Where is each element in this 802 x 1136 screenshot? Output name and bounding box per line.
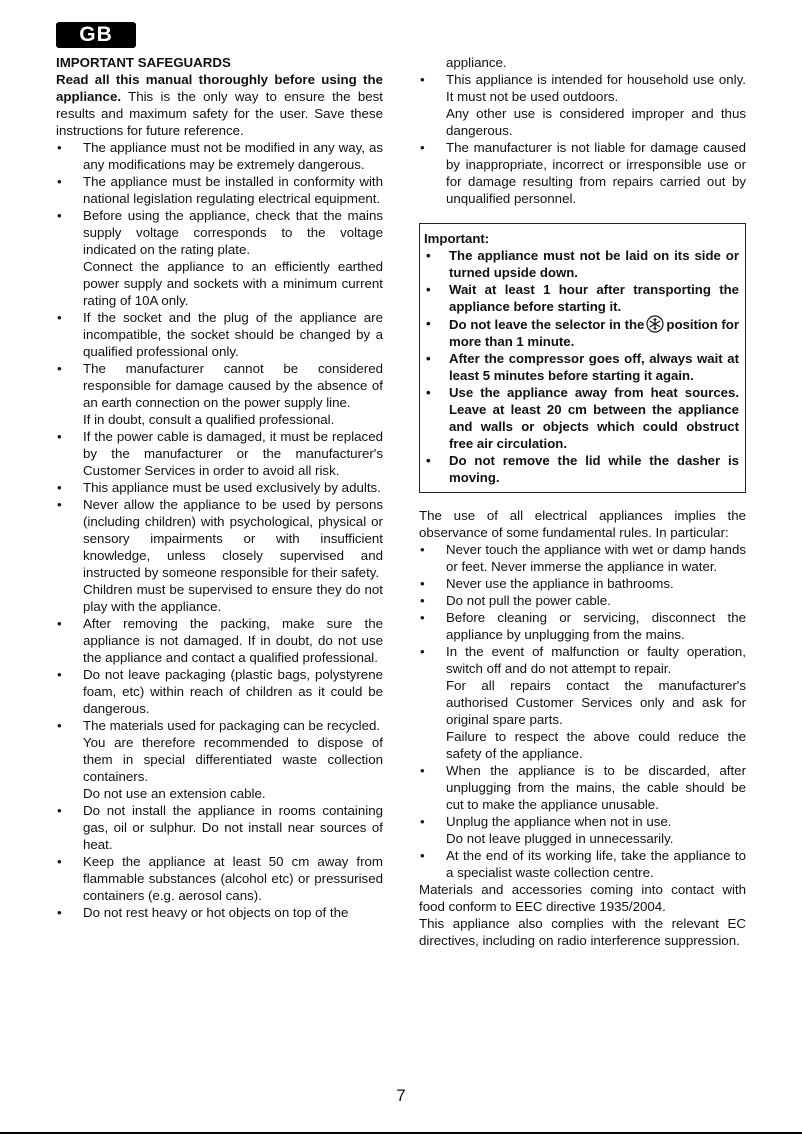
important-item: • Wait at least 1 hour after transporting the appliance before starting it. [424,281,739,315]
rule-item [419,643,746,762]
safeguard-item [56,615,383,666]
usage-item-text: Any other use is considered improper and thus dangerous. [446,106,746,138]
safeguard-item-text: • Keep the appliance at least 50 cm away from flammable substances (alcohol etc) or pressurised containers (e.g. aerosol cans). [83,854,383,903]
important-item: • The appliance must not be laid on its side or turned upside down. [424,247,739,281]
important-item: • After the compressor goes off, always wait at least 5 minutes before starting it again. [424,350,739,384]
rule-item [419,541,746,575]
rule-item-text: • Unplug the appliance when not in use. [446,814,672,829]
selector-text-before: Do not leave the selector in the [449,317,645,332]
safeguard-item [56,428,383,479]
rule-item-text: • In the event of malfunction or faulty operation, switch off and do not attempt to repair. [446,644,746,676]
rule-item-text: Failure to respect the above could reduce the safety of the appliance. [446,729,746,761]
safeguard-item [56,360,383,428]
safeguard-item [56,904,383,921]
safeguard-item [56,173,383,207]
closing-text-2: This appliance also complies with the relevant EC directives, including on radio interference suppression. [419,916,746,948]
safeguard-item [56,496,383,615]
safeguard-item-text: You are therefore recommended to dispose of them in special differentiated waste collection containers. [83,735,383,784]
usage-item [419,139,746,207]
safeguard-list [56,139,383,921]
safeguard-item-text: • This appliance must be used exclusively by adults. [83,480,381,495]
rule-item [419,592,746,609]
right-column [419,54,746,949]
safeguard-item-text: • After removing the packing, make sure the appliance is not damaged. If in doubt, do not use the appliance and contact a qualified professional. [83,616,383,665]
safeguard-item-text: • The materials used for packaging can be recycled. [83,718,381,733]
rules-list [419,541,746,881]
continuation-text: appliance. [446,55,507,70]
section-title: IMPORTANT SAFEGUARDS [56,55,231,70]
safeguard-item [56,853,383,904]
safeguard-item-text: • Do not install the appliance in rooms containing gas, oil or sulphur. Do not install near sources of heat. [83,803,383,852]
safeguard-item-text: • If the power cable is damaged, it must be replaced by the manufacturer or the manufacturer's Customer Services in order to avoid all risk. [83,429,383,478]
safeguard-item-text: • Never allow the appliance to be used by persons (including children) with psychological, physical or sensory impairments or with insufficient knowledge, unless closely supervised and instructed by someone responsible for their safety. [83,497,383,580]
rule-item [419,609,746,643]
rule-item-text: • When the appliance is to be discarded, after unplugging from the mains, the cable should be cut to make the appliance unusable. [446,763,746,812]
bottom-rule [0,1132,802,1134]
safeguard-item [56,802,383,853]
safeguard-item-text: Connect the appliance to an efficiently earthed power supply and sockets with a minimum current rating of 10A only. [83,259,383,308]
rule-item [419,575,746,592]
rule-item-text: • Never touch the appliance with wet or damp hands or feet. Never immerse the appliance in water. [446,542,746,574]
usage-item [419,71,746,139]
rule-item-text: • At the end of its working life, take the appliance to a specialist waste collection centre. [446,848,746,880]
important-item: • Use the appliance away from heat sources. Leave at least 20 cm between the appliance and walls or objects which could obstruct free air circulation. [424,384,739,452]
safeguard-item-text: Children must be supervised to ensure they do not play with the appliance. [83,582,383,614]
important-title: Important: [424,231,490,246]
safeguard-item-text: • The manufacturer cannot be considered responsible for damage caused by the absence of an earth connection on the power supply line. [83,361,383,410]
important-list [424,247,739,486]
safeguard-item-text: • Do not rest heavy or hot objects on top of the [83,905,349,920]
important-item: • Do not remove the lid while the dasher is moving. [424,452,739,486]
safeguard-item [56,309,383,360]
important-box [419,223,746,493]
usage-list [419,71,746,207]
safeguard-item-text: • If the socket and the plug of the appliance are incompatible, the socket should be changed by a qualified professional only. [83,310,383,359]
safeguard-item-text: If in doubt, consult a qualified professional. [83,412,335,427]
rule-item-text: • Never use the appliance in bathrooms. [446,576,674,591]
safeguard-item [56,717,383,802]
intro-rest: This is the only way to ensure the best results and maximum safety for the user. Save these instructions for future reference. [56,89,383,138]
safeguard-item-text: • The appliance must not be modified in any way, as any modifications may be extremely dangerous. [83,140,383,172]
rules-intro: The use of all electrical appliances implies the observance of some fundamental rules. In particular: [419,508,746,540]
left-column [56,54,383,921]
rule-item-text: For all repairs contact the manufacturer's authorised Customer Services only and ask for original spare parts. [446,678,746,727]
safeguard-item [56,666,383,717]
safeguard-item [56,479,383,496]
usage-item-text: • This appliance is intended for household use only. It must not be used outdoors. [446,72,746,104]
safeguard-item [56,207,383,309]
rule-item [419,813,746,847]
rule-item-text: • Do not pull the power cable. [446,593,611,608]
rule-item-text: Do not leave plugged in unnecessarily. [446,831,674,846]
intro-bold: Read all this manual thoroughly before using the appliance. [56,72,383,104]
safeguard-item-text: • The appliance must be installed in conformity with national legislation regulating electrical equipment. [83,174,383,206]
intro-paragraph [56,71,383,139]
page-number: 7 [396,1086,406,1105]
usage-item-text: • The manufacturer is not liable for damage caused by inappropriate, incorrect or irresponsible use or for damage resulting from repairs carried out by unqualified personnel. [446,140,746,206]
closing-text-1: Materials and accessories coming into contact with food conform to EEC directive 1935/2004. [419,882,746,914]
selector-text-after: position for more than 1 minute. [449,317,739,349]
safeguard-item-text: Do not use an extension cable. [83,786,266,801]
language-tab: GB [56,22,136,48]
rule-item [419,762,746,813]
safeguard-item-text: • Do not leave packaging (plastic bags, polystyrene foam, etc) within reach of children as it could be dangerous. [83,667,383,716]
rule-item-text: • Before cleaning or servicing, disconnect the appliance by unplugging from the mains. [446,610,746,642]
important-item-selector [424,315,739,350]
rule-item [419,847,746,881]
safeguard-item [56,139,383,173]
snowflake-icon [646,315,664,333]
safeguard-item-text: • Before using the appliance, check that the mains supply voltage corresponds to the voltage indicated on the rating plate. [83,208,383,257]
